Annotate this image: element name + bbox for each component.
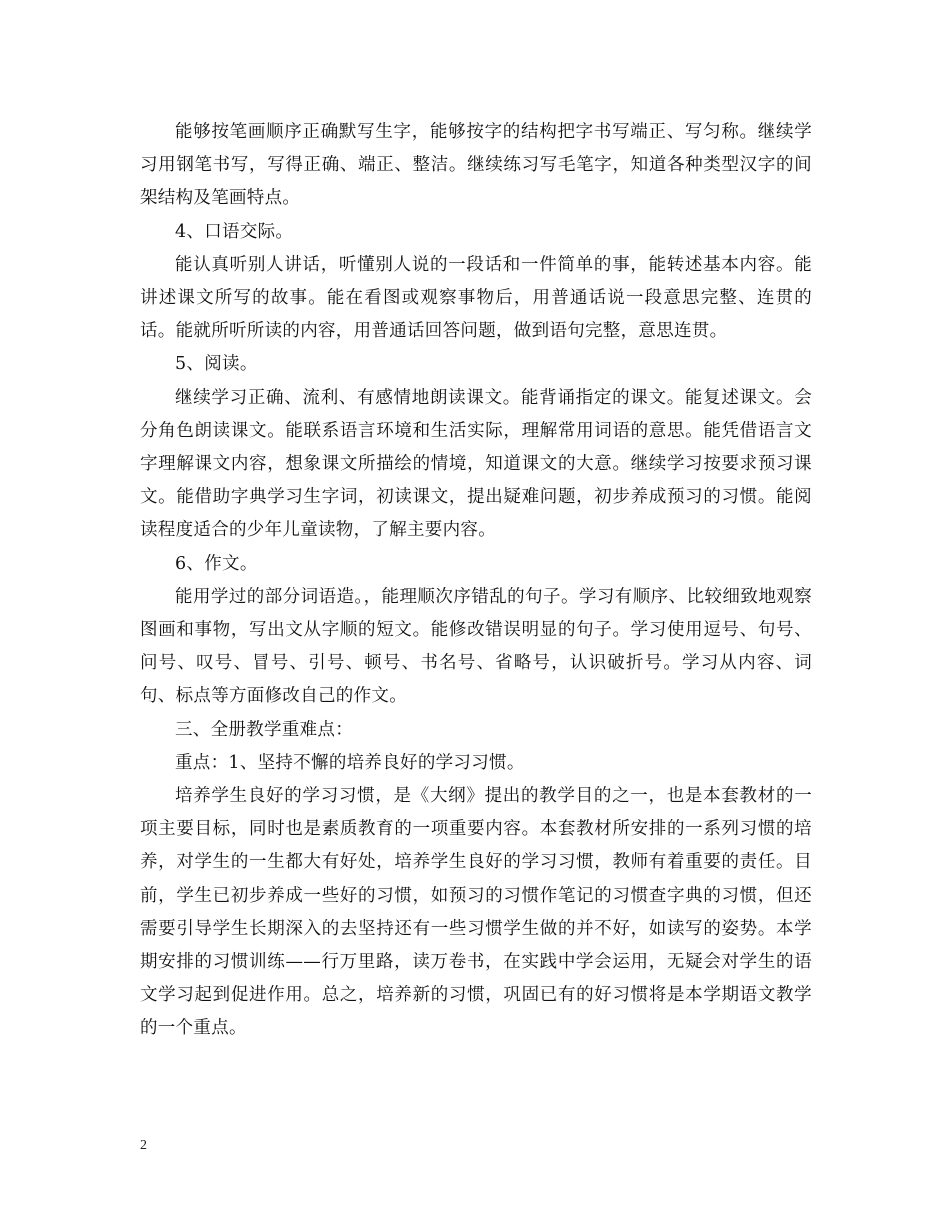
- paragraph-composition: 能用学过的部分词语造。，能理顺次序错乱的句子。学习有顺序、比较细致地观察图画和事物，写出文从字顺的短文。能修改错误明显的句子。学习使用逗号、句号、问号、叹号、冒号、引号、顿号、书名号、省略号，认识破折号。学习从内容、词句、标点等方面修改自己的作文。: [140, 586, 812, 707]
- heading-reading: 5、阅读。: [175, 354, 258, 375]
- heading-composition: 6、作文。: [175, 553, 258, 574]
- paragraph-study-habits: 培养学生良好的学习习惯，是《大纲》提出的教学目的之一，也是本套教材的一项主要目标，同时也是素质教育的一项重要内容。本套教材所安排的一系列习惯的培养，对学生的一生都大有好处，培养学生良好的学习习惯，教师有着重要的责任。目前，学生已初步养成一些好的习惯，如预习的习惯作笔记的习惯查字典的习惯，但还需要引导学生长期深入的去坚持还有一些习惯学生做的并不好，如读写的姿势。本学期安排的习惯训练——行万里路，读万卷书，在实践中学会运用，无疑会对学生的语文学习起到促进作用。总之，培养新的习惯，巩固已有的好习惯将是本学期语文教学的一个重点。: [140, 786, 812, 1039]
- paragraph-writing-skills: 能够按笔画顺序正确默写生字，能够按字的结构把字书写端正、写匀称。继续学习用钢笔书写，写得正确、端正、整洁。继续练习写毛笔字，知道各种类型汉字的间架结构及笔画特点。: [140, 122, 812, 209]
- heading-key-difficulties: 三、全册教学重难点：: [175, 719, 353, 740]
- paragraph-oral-communication: 能认真听别人讲话，听懂别人说的一段话和一件简单的事，能转述基本内容。能讲述课文所写的故事。能在看图或观察事物后，用普通话说一段意思完整、连贯的话。能就所听所读的内容，用普通话回答问题，做到语句完整，意思连贯。: [140, 254, 812, 342]
- body-text: [140, 116, 812, 1046]
- heading-oral-communication: 4、口语交际。: [175, 221, 294, 242]
- page-number: 2: [140, 1138, 147, 1153]
- heading-key-point-one: 重点：1、坚持不懈的培养良好的学习习惯。: [175, 752, 525, 773]
- paragraph-reading: 继续学习正确、流利、有感情地朗读课文。能背诵指定的课文。能复述课文。会分角色朗读课文。能联系语言环境和生活实际，理解常用词语的意思。能凭借语言文字理解课文内容，想象课文所描绘的情境，知道课文的大意。继续学习按要求预习课文。能借助字典学习生字词，初读课文，提出疑难问题，初步养成预习的习惯。能阅读程度适合的少年儿童读物，了解主要内容。: [140, 387, 812, 541]
